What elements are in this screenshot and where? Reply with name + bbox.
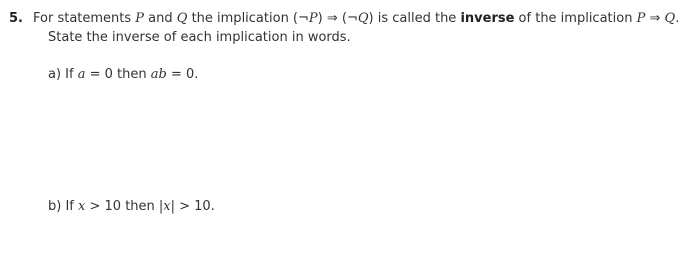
part-a-label: a) <box>48 67 62 82</box>
problem-statement-line-2: State the inverse of each implication in words. <box>48 30 351 45</box>
part-b-label: b) <box>48 199 62 214</box>
part-b: b) If x > 10 then |x| > 10. <box>48 199 215 214</box>
term-inverse: inverse <box>460 11 515 26</box>
part-a: a) If a = 0 then ab = 0. <box>48 67 199 82</box>
problem-number: 5. <box>9 11 23 26</box>
problem-statement-line-1: For statements P and Q the implication (¬P) ⇒ (¬Q) is called the inverse of the implication P ⇒ Q. <box>33 11 680 26</box>
